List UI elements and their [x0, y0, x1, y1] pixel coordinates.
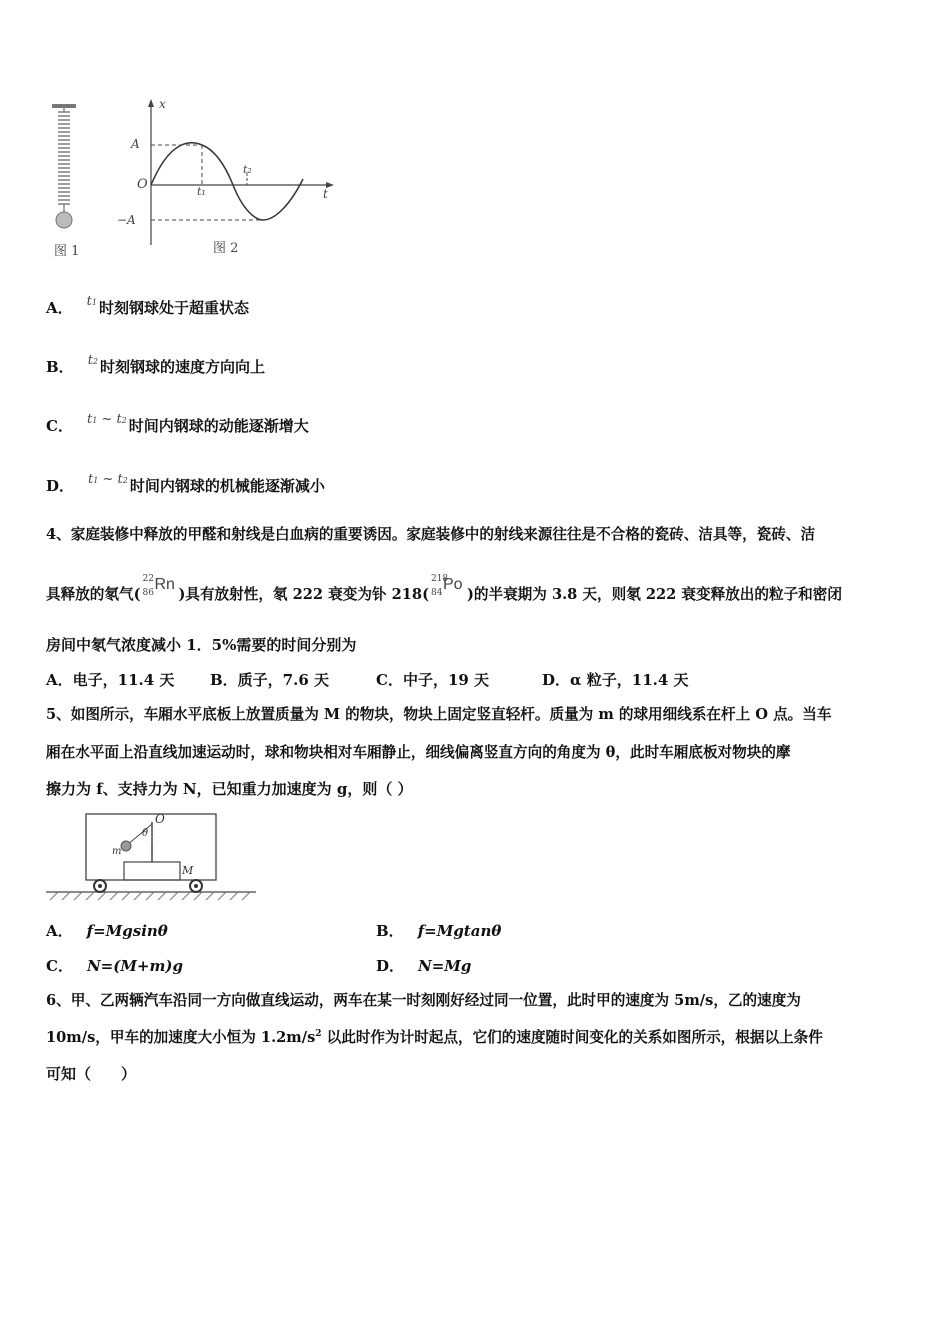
- q4-option-b: B．质子，7.6 天: [210, 671, 329, 689]
- fig2-caption: 图 2: [213, 241, 239, 256]
- option-text: 时刻钢球处于超重状态: [98, 299, 249, 317]
- radon-nuclide: 22 86 Rn: [142, 574, 175, 598]
- polonium-nuclide: 218 84 Po: [430, 574, 463, 598]
- option-letter: B．: [46, 358, 74, 376]
- q5-option-d: D． N=Mg: [376, 957, 472, 975]
- option-letter: D．: [46, 477, 75, 495]
- q5-line-1: 5、如图所示，车厢水平底板上放置质量为 M 的物块，物块上固定竖直轻杆。质量为 m 的球用细线系在杆上 O 点。当车: [46, 706, 832, 723]
- figure-1: [46, 100, 86, 260]
- label-O: O: [137, 177, 148, 192]
- q4-option-c: C．中子，19 天: [376, 671, 490, 689]
- cart-figure: [46, 808, 261, 908]
- spring-ball-diagram: [46, 100, 86, 260]
- axis-x-label: x: [159, 97, 166, 111]
- cart-diagram: [46, 808, 261, 908]
- fig-label-theta: θ: [142, 828, 149, 839]
- option-letter: C．: [46, 417, 73, 435]
- axis-t-label: t: [323, 187, 328, 201]
- q5-line-2: 厢在水平面上沿直线加速运动时，球和物块相对车厢静止，细线偏离竖直方向的角度为 θ，此时车厢底板对物块的摩: [46, 744, 791, 761]
- q3-option-d: D． t1 ~ t2 时间内钢球的机械能逐渐减小: [46, 472, 325, 495]
- q4-line-1: 4、家庭装修中释放的甲醛和射线是白血病的重要诱因。家庭装修中的射线来源往往是不合格的瓷砖、洁具等，瓷砖、洁: [46, 526, 816, 543]
- q4-option-a: A．电子，11.4 天: [46, 671, 175, 689]
- q3-option-a: A． t1 时刻钢球处于超重状态: [46, 294, 249, 317]
- q6-line-3: 可知（ ）: [46, 1065, 137, 1083]
- fig1-caption: 图 1: [54, 244, 80, 259]
- option-text: 时间内钢球的动能逐渐增大: [128, 417, 309, 435]
- displacement-time-graph: [115, 95, 340, 260]
- figure-2: [115, 95, 340, 260]
- fig-label-O: O: [155, 812, 165, 826]
- q5-option-a: A． f=Mgsinθ: [46, 922, 168, 940]
- option-text: 时间内钢球的机械能逐渐减小: [129, 477, 325, 495]
- label-t1: t₁: [197, 185, 206, 198]
- option-text: 时刻钢球的速度方向向上: [100, 358, 266, 376]
- q5-option-c: C． N=(M+m)g: [46, 957, 183, 975]
- q3-option-c: C． t1 ~ t2 时间内钢球的动能逐渐增大: [46, 412, 309, 435]
- label-t2: t₂: [243, 163, 252, 176]
- label-negA: −A: [117, 213, 136, 227]
- q3-option-b: B． t2 时刻钢球的速度方向向上: [46, 353, 266, 376]
- q6-line-2: 10m/s，甲车的加速度大小恒为 $1.2m/s^2$ 以此时作为计时起点，它们的速度随时间变化的关系如图所示，根据以上条件: [46, 1029, 823, 1046]
- q5-line-3: 擦力为 f、支持力为 N，已知重力加速度为 g，则（ ）: [46, 780, 413, 798]
- q4-line-3: 房间中氡气浓度减小 1．5%需要的时间分别为: [46, 636, 357, 654]
- q6-line-1: 6、甲、乙两辆汽车沿同一方向做直线运动，两车在某一时刻刚好经过同一位置，此时甲的速度为 5m/s，乙的速度为: [46, 992, 801, 1009]
- label-A: A: [131, 137, 140, 151]
- q4-option-d: D．α 粒子，11.4 天: [542, 671, 689, 689]
- q5-option-b: B． f=Mgtanθ: [376, 922, 502, 940]
- fig-label-M: M: [182, 864, 194, 877]
- option-letter: A．: [46, 299, 73, 317]
- q4-line-2: 具释放的氡气( 22 86 Rn )具有放射性，氡 222 衰变为钋 218( 218 84 Po )的半衰期为 3.8 天，则氡 222 衰变释放出的粒子和密闭: [46, 574, 842, 603]
- fig-label-m: m: [112, 846, 122, 857]
